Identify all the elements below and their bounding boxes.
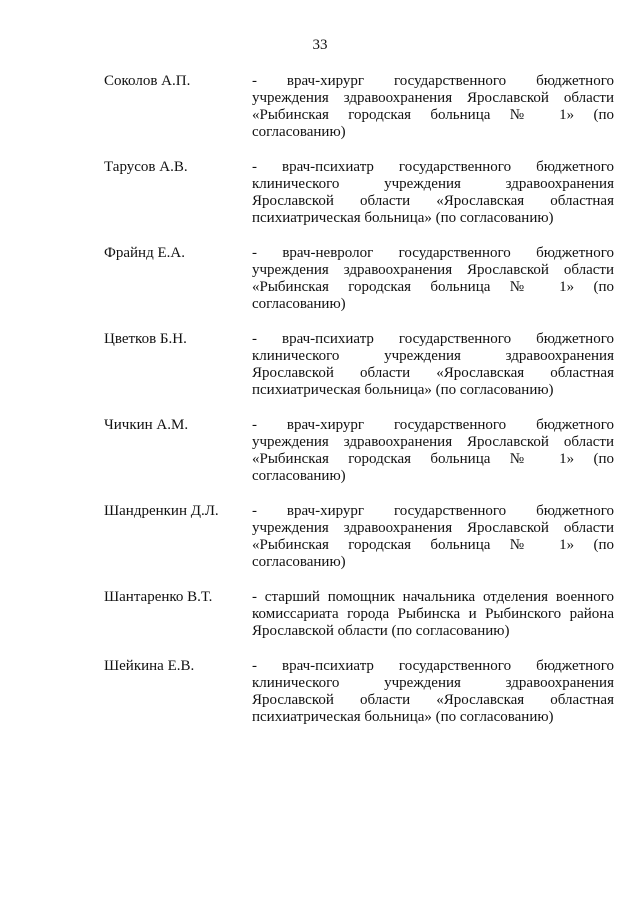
member-name: Цветков Б.Н. bbox=[104, 331, 187, 347]
member-row bbox=[104, 245, 614, 313]
member-position: - врач-хирург государственного бюджетного учреждения здравоохранения Ярославской области «Рыбинская городская больница № 1» (по согласованию) bbox=[252, 417, 614, 484]
member-row bbox=[104, 73, 614, 141]
member-row bbox=[104, 658, 614, 726]
member-row bbox=[104, 503, 614, 571]
member-row bbox=[104, 417, 614, 485]
member-name: Тарусов А.В. bbox=[104, 159, 188, 175]
member-name: Чичкин А.М. bbox=[104, 417, 189, 433]
member-position: - врач-невролог государственного бюджетного учреждения здравоохранения Ярославской области «Рыбинская городская больница № 1» (по согласованию) bbox=[252, 245, 614, 312]
member-position: - врач-психиатр государственного бюджетного клинического учреждения здравоохранения Ярославской области «Ярославская областная психиатрическая больница» (по согласованию) bbox=[252, 159, 614, 226]
member-name: Соколов А.П. bbox=[104, 73, 191, 89]
member-name: Шандренкин Д.Л. bbox=[104, 503, 219, 519]
member-position: - старший помощник начальника отделения военного комиссариата города Рыбинска и Рыбинского района Ярославской области (по согласованию) bbox=[252, 589, 614, 639]
commission-member-list bbox=[104, 73, 614, 744]
page-number: 33 bbox=[312, 37, 328, 53]
member-name: Шантаренко В.Т. bbox=[104, 589, 213, 605]
member-position: - врач-психиатр государственного бюджетного клинического учреждения здравоохранения Ярославской области «Ярославская областная психиатрическая больница» (по согласованию) bbox=[252, 658, 614, 725]
member-position: - врач-хирург государственного бюджетного учреждения здравоохранения Ярославской области «Рыбинская городская больница № 1» (по согласованию) bbox=[252, 73, 614, 140]
member-position: - врач-психиатр государственного бюджетного клинического учреждения здравоохранения Ярославской области «Ярославская областная психиатрическая больница» (по согласованию) bbox=[252, 331, 614, 398]
member-name: Фрайнд Е.А. bbox=[104, 245, 185, 261]
member-row bbox=[104, 589, 614, 640]
member-position: - врач-хирург государственного бюджетного учреждения здравоохранения Ярославской области «Рыбинская городская больница № 1» (по согласованию) bbox=[252, 503, 614, 570]
member-row bbox=[104, 331, 614, 399]
member-name: Шейкина Е.В. bbox=[104, 658, 195, 674]
member-row bbox=[104, 159, 614, 227]
